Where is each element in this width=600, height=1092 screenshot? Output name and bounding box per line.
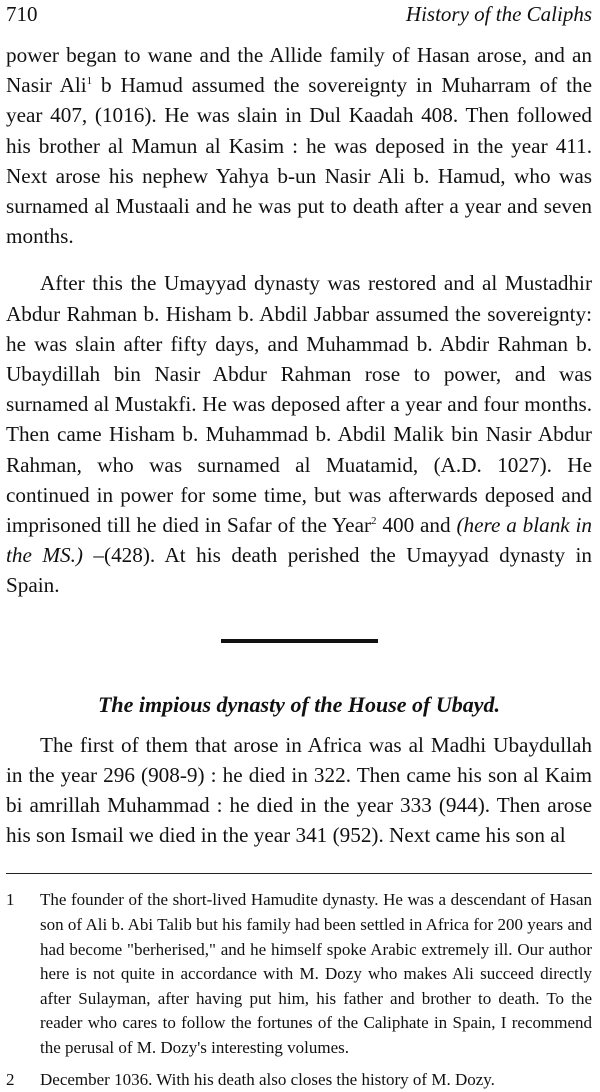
running-title: History of the Caliphs — [405, 2, 592, 26]
footnote-text: December 1036. With his death also closes the history of M. Dozy. — [40, 1069, 495, 1089]
page-header — [6, 0, 592, 40]
footnote-ref-1: 1 — [86, 75, 93, 88]
footnote-2 — [6, 1068, 592, 1092]
paragraph-2 — [6, 268, 592, 600]
footnote-number: 1 — [6, 890, 15, 910]
footnote-text: The founder of the short-lived Hamudite dynasty. He was a descendant of Hasan son of Ali b. Abi Talib but his family had been settled in Africa for 200 years and had become "berherised," and he himself spoke Arabic extremely ill. Our author here is not quite in accordance with M. Dozy who makes Ali succeed directly after Sulayman, after having put him, his father and brother to death. To the reader who cares to follow the fortunes of the Caliphate in Spain, I recommend the perusal of M. Dozy's interesting volumes. — [40, 890, 592, 1058]
footnote-number: 2 — [6, 1069, 15, 1089]
paragraph-1-part-1: power began to wane and the Allide family of Hasan arose, and an Nasir Ali — [6, 43, 592, 98]
paragraph-3: The first of them that arose in Africa was al Madhi Ubaydullah in the year 296 (908-9) : he died in 322. Then came his son al Kaim bi amrillah Muhammad : he died in the year 333 (944). Then arose his son Ismail we died in the year 341 (952). Next came his son al — [6, 732, 592, 848]
paragraph-1-part-2: b Hamud assumed the sovereignty in Muharram of the year 407, (1016). He was slain in Dul Kaadah 408. Then followed his brother al Mamun al Kasim : he was deposed in the year 411. Next arose his nephew Yahya b-un Nasir Ali b. Hamud, who was surnamed al Mustaali and he was put to death after a year and seven months. — [6, 73, 592, 249]
footnote-ref-2: 2 — [371, 514, 377, 527]
paragraph-2-part-1: After this the Umayyad dynasty was restored and al Mustadhir Abdur Rahman b. Hisham b. Abdil Jabbar assumed the sovereignty: he was slain after fifty days, and Muhammad b. Abdir Rahman b. Ubaydillah bin Nasir Abdur Rahman rose to power, and was surnamed al Mustakfi. He was deposed after a year and four months. Then came Hisham b. Muhammad b. Abdil Malik bin Nasir Abdur Rahman, who was surnamed al Muatamid, (A.D. 1027). He continued in power for some time, but was afterwards deposed and imprisoned till he died in Safar of the Year — [6, 271, 592, 538]
paragraph-2-part-3: –(428). At his death perished the Umayyad dynasty in Spain. — [6, 543, 592, 598]
footnote-1 — [6, 888, 592, 1060]
footnote-rule — [6, 873, 592, 874]
paragraph-2-italic-note: (here a blank in the MS.) — [6, 513, 593, 568]
footnotes — [6, 888, 592, 1092]
section-divider — [221, 639, 378, 643]
section-title: The impious dynasty of the House of Ubayd. — [97, 691, 501, 717]
paragraph-2-part-2: 400 and — [376, 513, 457, 538]
page-number: 710 — [6, 2, 38, 26]
body-text — [6, 40, 592, 850]
paragraph-1 — [6, 40, 592, 251]
